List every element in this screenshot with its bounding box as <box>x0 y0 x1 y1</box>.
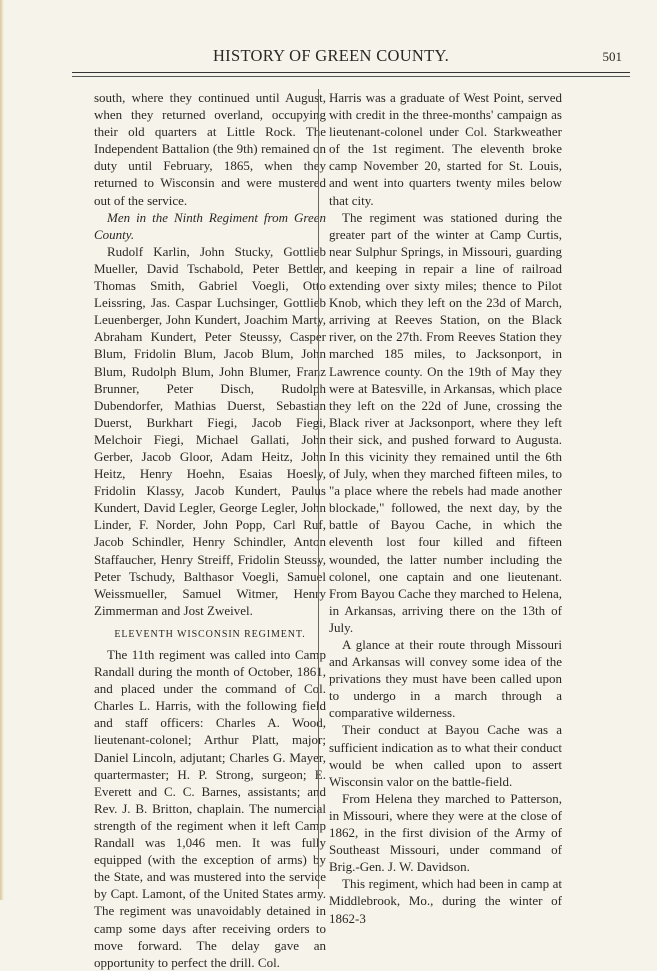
page-edge <box>0 0 4 900</box>
section-heading: ELEVENTH WISCONSIN REGIMENT. <box>114 628 306 640</box>
header-rule-thin <box>72 76 630 77</box>
paragraph: The 11th regiment was called into Camp Randall during the month of October, 1861, and placed under the command of Col. Charles L. Harris, with the following field and staff officers: Charles A. Wood, lieutenant-colonel; Arthur Platt, major; Daniel Lincoln, adjutant; Charles G. Mayer, quartermaster; H. P. Strong, surgeon; E. Everett and C. C. Barnes, assistants; and Rev. J. B. Britton, chaplain. The numercial strength of the regiment when it left Camp Randall was 1,046 men. It was fully equipped (with the exception of arms) by the State, and was mustered into the service by Capt. Lamont, of the United States army. The regiment was unavoidably detained in camp some days after receiving orders to move forward. The delay gave an opportunity to perfect the drill. Col. <box>94 647 326 970</box>
paragraph: From Helena they marched to Patterson, in Missouri, where they were at the close of 1862, in the first division of the Army of Southeast Missouri, under command of Brig.-Gen. J. W. Davidson. <box>329 790 562 875</box>
paragraph: Harris was a graduate of West Point, served with credit in the three-months' campaign as lieutenant-colonel under Col. Starkweather of the 1st regiment. The eleventh broke camp November 20, started for St. Louis, and went into quarters twenty miles below that city. <box>329 90 562 208</box>
column-divider <box>318 89 319 889</box>
running-title: HISTORY OF GREEN COUNTY. <box>212 46 450 65</box>
page-header <box>40 38 622 74</box>
paragraph: Their conduct at Bayou Cache was a sufficient indication as to what their conduct would be when called upon to assert Wisconsin valor on the battle-field. <box>329 722 562 789</box>
header-rule-thick <box>72 72 630 73</box>
paragraph: This regiment, which had been in camp at Middlebrook, Mo., during the winter of 1862-3 <box>329 876 562 926</box>
roster-subheading: Men in the Ninth Regiment from Green County. <box>94 209 326 242</box>
paragraph: A glance at their route through Missouri and Arkansas will convey some idea of the privations they must have been called upon to undergo in a march through a comparative wilderness. <box>329 637 562 721</box>
right-column <box>329 89 562 927</box>
roster-paragraph: Rudolf Karlin, John Stucky, Gottlieb Mueller, David Tschabold, Peter Bettler, Thomas Smith, Gabriel Voegli, Otto Leissring, Jas. Caspar Luchsinger, Gottlieb Leuenberger, John Kundert, Joachim Marty, Abraham Kundert, Peter Steussy, Casper Blum, Fridolin Blum, Jacob Blum, John Blum, Rudolph Blum, John Blumer, Franz Brunner, Peter Disch, Rudolph Dubendorfer, Mathias Duerst, Sebastian Duerst, Burkhart Fiegi, Jacob Fiegi, Melchoir Fiegi, Michael Gallati, John Gerber, Jacob Gloor, Adam Heitz, John Heitz, Henry Hoehn, Esaias Hoesly, Fridolin Klassy, Jacob Kundert, Paulus Kundert, David Legler, George Legler, John Linder, F. Norder, John Popp, Carl Ruf, Jacob Schindler, Henry Schindler, Anton Staffaucher, Henry Streiff, Fridolin Steussy, Peter Tschudy, Balthasor Voegli, Samuel Weissmueller, Samuel Witmer, Henry Zimmerman and Jost Zweivel. <box>94 243 326 618</box>
left-column <box>94 89 326 971</box>
paragraph: The regiment was stationed during the greater part of the winter at Camp Curtis, near Sulphur Springs, in Missouri, guarding and keeping in repair a line of railroad extending over sixty miles; thence to Pilot Knob, which they left on the 23d of March, arriving at Reeves Station, on the Black river, on the 27th. From Reeves Station they marched 185 miles, to Jacksonport, in Lawrence county. On the 19th of May they were at Batesville, in Arkansas, which place they left on the 22d of June, crossing the Black river at Jacksonport, where they left their sick, and pushed forward to Augusta. In this vicinity they remained until the 6th of July, when they marched fifteen miles, to "a place where the rebels had made another blockade," followed, the next day, by the battle of Bayou Cache, in which the eleventh lost four killed and fifteen wounded, the latter number including the colonel, one captain and one lieutenant. From Bayou Cache they marched to Helena, in Arkansas, arriving there on the 13th of July. <box>329 209 562 635</box>
page-number: 501 <box>602 49 622 64</box>
paragraph: south, where they continued until August, when they returned overland, occupying their old quarters at Little Rock. The Independent Battalion (the 9th) remained on duty until February, 1865, when they returned to Wisconsin and were mustered out of the service. <box>94 90 326 208</box>
